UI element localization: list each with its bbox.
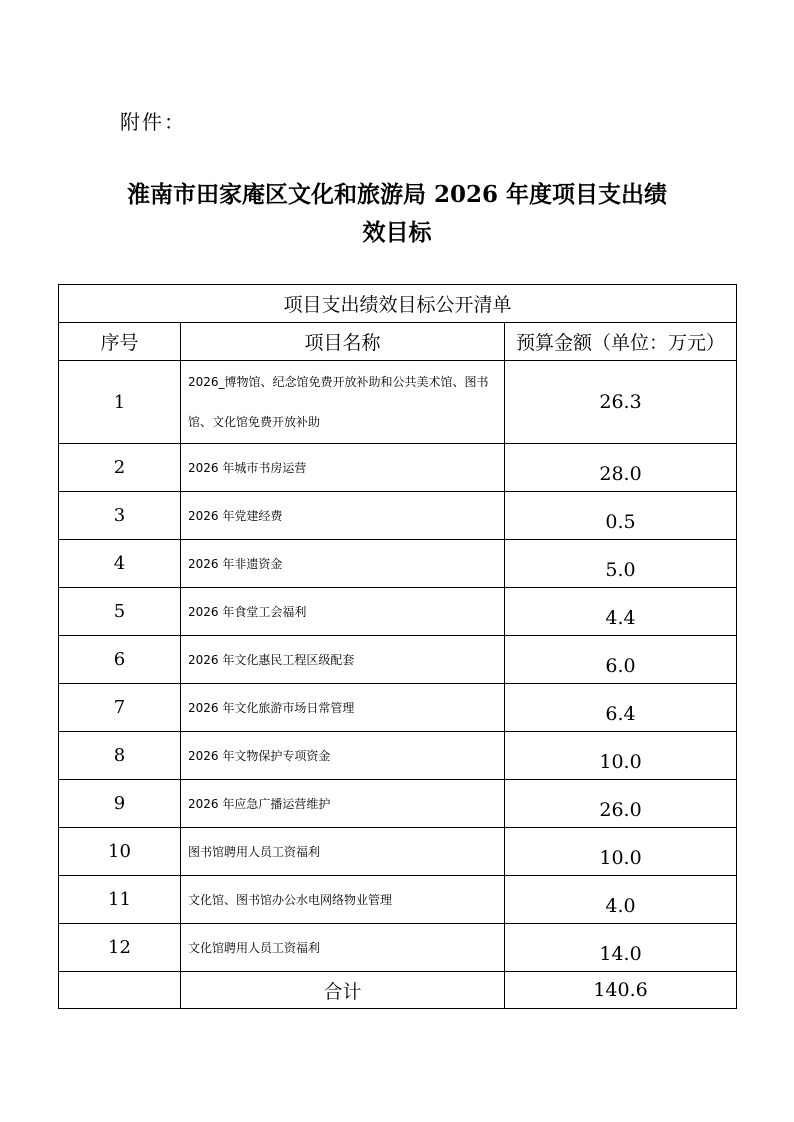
row-seq: 12 — [59, 924, 181, 972]
row-project-name: 2026 年非遗资金 — [181, 540, 505, 588]
header-seq: 序号 — [59, 323, 181, 361]
table-row — [59, 684, 737, 732]
row-seq: 5 — [59, 588, 181, 636]
row-amount: 4.4 — [505, 588, 737, 636]
table-row — [59, 732, 737, 780]
table-row — [59, 780, 737, 828]
row-project-name: 2026 年党建经费 — [181, 492, 505, 540]
row-seq: 7 — [59, 684, 181, 732]
table-header-row — [59, 323, 737, 361]
table-row — [59, 492, 737, 540]
row-amount: 26.0 — [505, 780, 737, 828]
row-amount: 28.0 — [505, 444, 737, 492]
row-amount: 0.5 — [505, 492, 737, 540]
row-amount: 4.0 — [505, 876, 737, 924]
table-row — [59, 361, 737, 444]
row-project-name: 2026 年应急广播运营维护 — [181, 780, 505, 828]
row-amount: 10.0 — [505, 732, 737, 780]
row-seq: 2 — [59, 444, 181, 492]
table-row — [59, 540, 737, 588]
row-amount: 6.4 — [505, 684, 737, 732]
total-label: 合计 — [181, 972, 505, 1009]
table-row — [59, 924, 737, 972]
row-amount: 10.0 — [505, 828, 737, 876]
header-amount: 预算金额（单位：万元） — [505, 323, 737, 361]
document-title-line2: 效目标 — [362, 219, 432, 246]
total-value: 140.6 — [505, 972, 737, 1009]
row-project-name: 2026 年文化旅游市场日常管理 — [181, 684, 505, 732]
header-name: 项目名称 — [181, 323, 505, 361]
row-seq: 8 — [59, 732, 181, 780]
row-project-name: 文化馆、图书馆办公水电网络物业管理 — [181, 876, 505, 924]
total-empty-cell — [59, 972, 181, 1009]
table-row — [59, 828, 737, 876]
document-title-line1: 淮南市田家庵区文化和旅游局 2026 年度项目支出绩 — [126, 181, 668, 208]
project-budget-table — [58, 284, 737, 1009]
row-seq: 4 — [59, 540, 181, 588]
row-project-name — [181, 361, 505, 444]
row-amount: 26.3 — [505, 361, 737, 444]
row-project-name: 2026 年文化惠民工程区级配套 — [181, 636, 505, 684]
row-project-name: 2026 年文物保护专项资金 — [181, 732, 505, 780]
row-project-name: 图书馆聘用人员工资福利 — [181, 828, 505, 876]
row-seq: 10 — [59, 828, 181, 876]
row-seq: 1 — [59, 361, 181, 444]
row-seq: 3 — [59, 492, 181, 540]
row-amount: 5.0 — [505, 540, 737, 588]
row-project-name: 2026 年食堂工会福利 — [181, 588, 505, 636]
table-row — [59, 636, 737, 684]
row-seq: 9 — [59, 780, 181, 828]
table-caption: 项目支出绩效目标公开清单 — [59, 285, 737, 323]
row-amount: 6.0 — [505, 636, 737, 684]
row-seq: 11 — [59, 876, 181, 924]
row-seq: 6 — [59, 636, 181, 684]
table-row — [59, 876, 737, 924]
row-project-name-text: 2026_博物馆、纪念馆免费开放补助和公共美术馆、图书馆、文化馆免费开放补助 — [188, 375, 489, 429]
table-row — [59, 444, 737, 492]
row-amount: 14.0 — [505, 924, 737, 972]
attachment-label: 附件： — [120, 110, 186, 134]
table-total-row — [59, 972, 737, 1009]
table-caption-row — [59, 285, 737, 323]
table-row — [59, 588, 737, 636]
row-project-name: 2026 年城市书房运营 — [181, 444, 505, 492]
row-project-name: 文化馆聘用人员工资福利 — [181, 924, 505, 972]
